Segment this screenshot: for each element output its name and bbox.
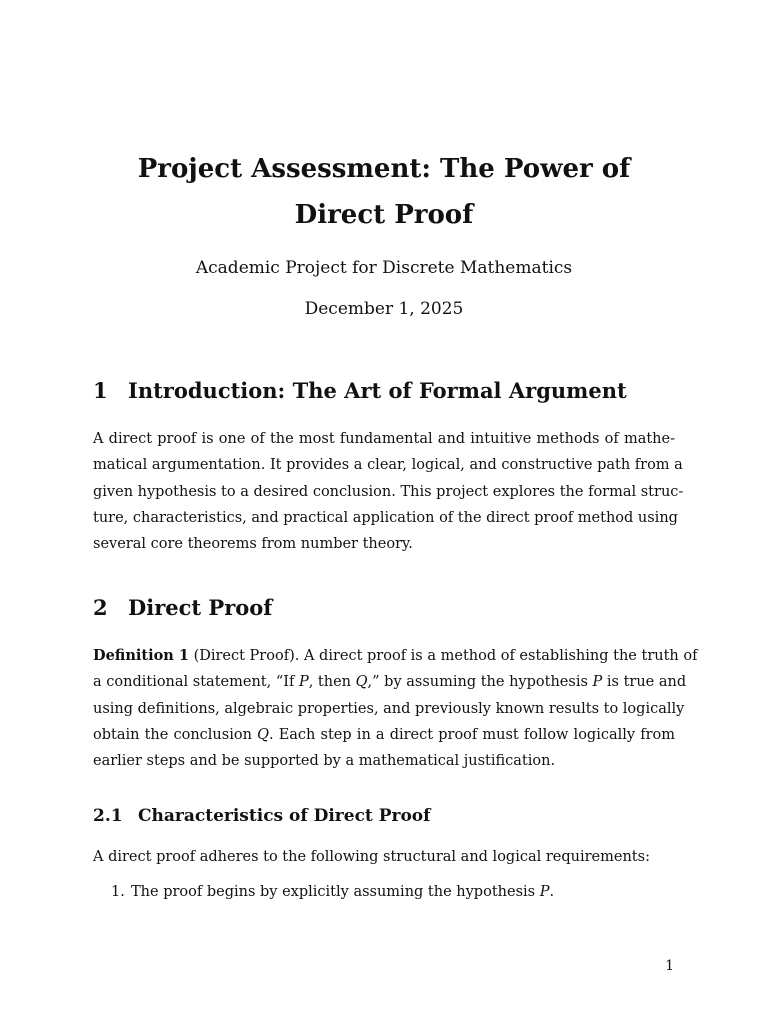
paragraph-line: A direct proof is one of the most fundamental and intuitive methods of mathe- [93, 431, 675, 447]
list-item-end: . [549, 884, 555, 900]
definition-text: , then [308, 674, 356, 691]
subsection-2-1-heading [93, 806, 430, 826]
subsection-title: Characteristics of Direct Proof [138, 806, 431, 826]
math-symbol: Q [355, 674, 368, 691]
paragraph-line: A direct proof adheres to the following structural and logical requirements: [93, 849, 650, 865]
document-title: Project Assessment: The Power of Direct Proof [137, 154, 631, 230]
paragraph-line: matical argumentation. It provides a clear, logical, and constructive path from a [93, 457, 683, 474]
section-title: Direct Proof [128, 595, 273, 620]
definition-line-3: using definitions, algebraic properties, and previously known results to logically [93, 700, 685, 717]
math-symbol: P [539, 884, 550, 900]
definition-text: is true and [602, 674, 687, 691]
section-number: 2 [93, 595, 108, 620]
math-symbol: P [298, 674, 309, 691]
definition-block [93, 643, 698, 774]
section-1-heading [93, 378, 627, 403]
list-item-number: 1. [111, 884, 125, 900]
definition-text: ,” by assuming the hypothesis [367, 674, 593, 691]
definition-label: Definition 1 [93, 647, 189, 664]
section-2-heading [93, 595, 272, 620]
definition-line-5: earlier steps and be supported by a mathematical justification. [93, 753, 556, 770]
definition-text: A direct proof is a method of establishing the truth of [303, 648, 698, 664]
list-item [111, 884, 554, 900]
definition-text: obtain the conclusion [93, 726, 258, 743]
paragraph-line: several core theorems from number theory. [93, 536, 413, 553]
definition-line-4 [93, 722, 675, 748]
paragraph-line: given hypothesis to a desired conclusion. This project explores the formal struc- [93, 483, 684, 500]
subsection-number: 2.1 [93, 806, 123, 826]
definition-name: (Direct Proof). [193, 648, 300, 664]
definition-line-2 [93, 669, 687, 695]
section-title: Introduction: The Art of Formal Argument [128, 378, 627, 403]
subsection-intro [93, 844, 675, 870]
math-symbol: P [592, 674, 603, 691]
paragraph-line: ture, characteristics, and practical application of the direct proof method using [93, 509, 678, 526]
page-number: 1 [665, 958, 674, 974]
math-symbol: Q [257, 726, 269, 743]
definition-line-1 [93, 643, 698, 669]
section-number: 1 [93, 378, 108, 403]
definition-text: . Each step in a direct proof must follow logically from [268, 726, 675, 743]
introduction-paragraph [93, 426, 684, 557]
definition-text: a conditional statement, “If [93, 674, 299, 691]
document-author: Academic Project for Discrete Mathematics [195, 258, 573, 278]
document-date: December 1, 2025 [304, 299, 464, 319]
list-item-text: The proof begins by explicitly assuming the hypothesis [131, 884, 540, 900]
